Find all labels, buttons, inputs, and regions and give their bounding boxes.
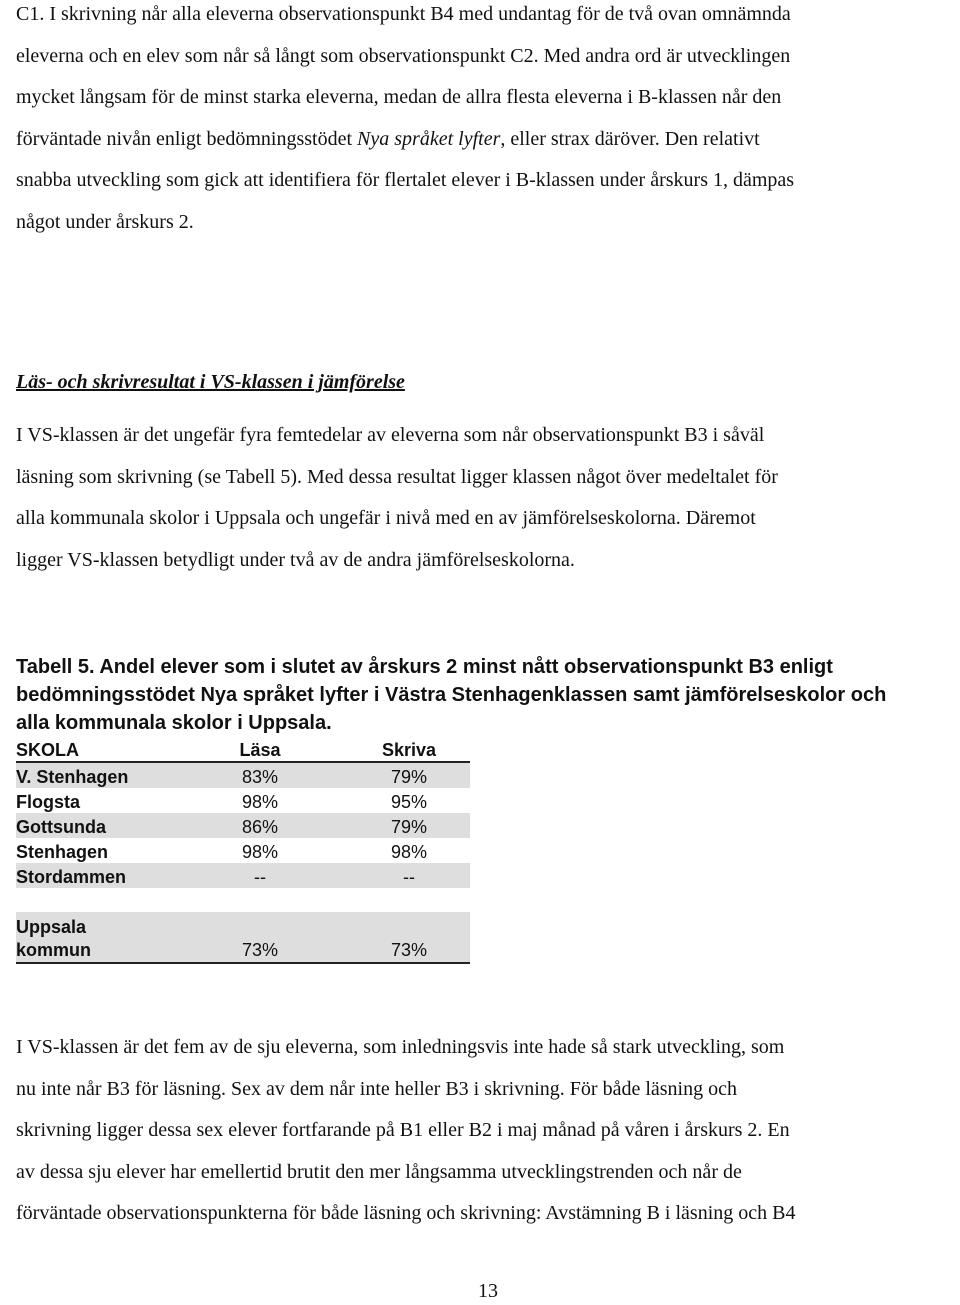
skriva-value: 95% [390, 792, 428, 812]
table-row [16, 788, 470, 813]
school-name: Flogsta [16, 792, 81, 812]
table-caption: Tabell 5. Andel elever som i slutet av årskurs 2 minst nått observationspunkt B3 enligt bedömningsstödet Nya språket lyfter i Västra Stenhagenklassen samt jämförelseskolor och alla kommunala skolor i Uppsala. [16, 656, 887, 734]
lasa-value: 98% [241, 842, 279, 862]
header-skola: SKOLA [16, 737, 172, 762]
table-header-row [16, 737, 470, 762]
school-name: Stenhagen [16, 842, 109, 862]
paragraph-b-class-summary: C1. I skrivning når alla eleverna observationspunkt B4 med undantag för de två ovan omnämnda eleverna och en elev som når så långt som observationspunkt C2. Med andra ord är utvecklingen mycket långsam för de minst starka eleverna, medan de allra flesta eleverna i B-klassen når den förväntade nivån enligt bedömningsstödet Nya språket lyfter, eller strax däröver. Den relativt snabba utveckling som gick att identifiera för flertalet elever i B-klassen under årskurs 1, dämpas något under årskurs 2. [16, 3, 795, 233]
school-name: Gottsunda [16, 813, 172, 838]
page-number: 13 [478, 1280, 498, 1302]
lasa-value: 83% [172, 762, 348, 788]
table-spacer-row [16, 888, 470, 912]
table-row [16, 838, 470, 863]
section-heading: Läs- och skrivresultat i VS-klassen i jämförelse [16, 371, 405, 393]
header-lasa: Läsa [172, 737, 348, 762]
table-row [16, 863, 470, 888]
school-name: Stordammen [16, 863, 172, 888]
lasa-value: 86% [172, 813, 348, 838]
table-row [16, 813, 470, 838]
school-name: V. Stenhagen [16, 762, 172, 788]
paragraph-vs-class-individual: I VS-klassen är det fem av de sju eleverna, som inledningsvis inte hade så stark utveckling, som nu inte når B3 för läsning. Sex av dem når inte heller B3 i skrivning. För både läsning och skrivning ligger dessa sex elever fortfarande på B1 eller B2 i maj månad på våren i årskurs 2. En av dessa sju elever har emellertid brutit den mer långsamma utvecklingstrenden och når de förväntade observationspunkterna för både läsning och skrivning: Avstämning B i läsning och B4 [16, 1036, 796, 1224]
paragraph-vs-class-results: I VS-klassen är det ungefär fyra femtedelar av eleverna som når observationspunkt B3 i såväl läsning som skrivning (se Tabell 5). Med dessa resultat ligger klassen något över medeltalet för alla kommunala skolor i Uppsala och ungefär i nivå med en av jämförelseskolorna. Däremot ligger VS-klassen betydligt under två av de andra jämförelseskolorna. [16, 424, 778, 571]
lasa-value: 73% [172, 912, 348, 963]
skriva-value: 73% [348, 912, 470, 963]
skriva-value: 79% [348, 813, 470, 838]
lasa-value: -- [172, 863, 348, 888]
lasa-value: 98% [241, 792, 279, 812]
skriva-value: -- [348, 863, 470, 888]
results-table [16, 737, 470, 964]
table-row [16, 762, 470, 788]
skriva-value: 79% [348, 762, 470, 788]
header-skriva: Skriva [348, 737, 470, 762]
book-title: Nya språket lyfter [357, 127, 501, 150]
skriva-value: 98% [390, 842, 428, 862]
school-name: Uppsala kommun [16, 912, 172, 963]
table-row [16, 912, 470, 963]
